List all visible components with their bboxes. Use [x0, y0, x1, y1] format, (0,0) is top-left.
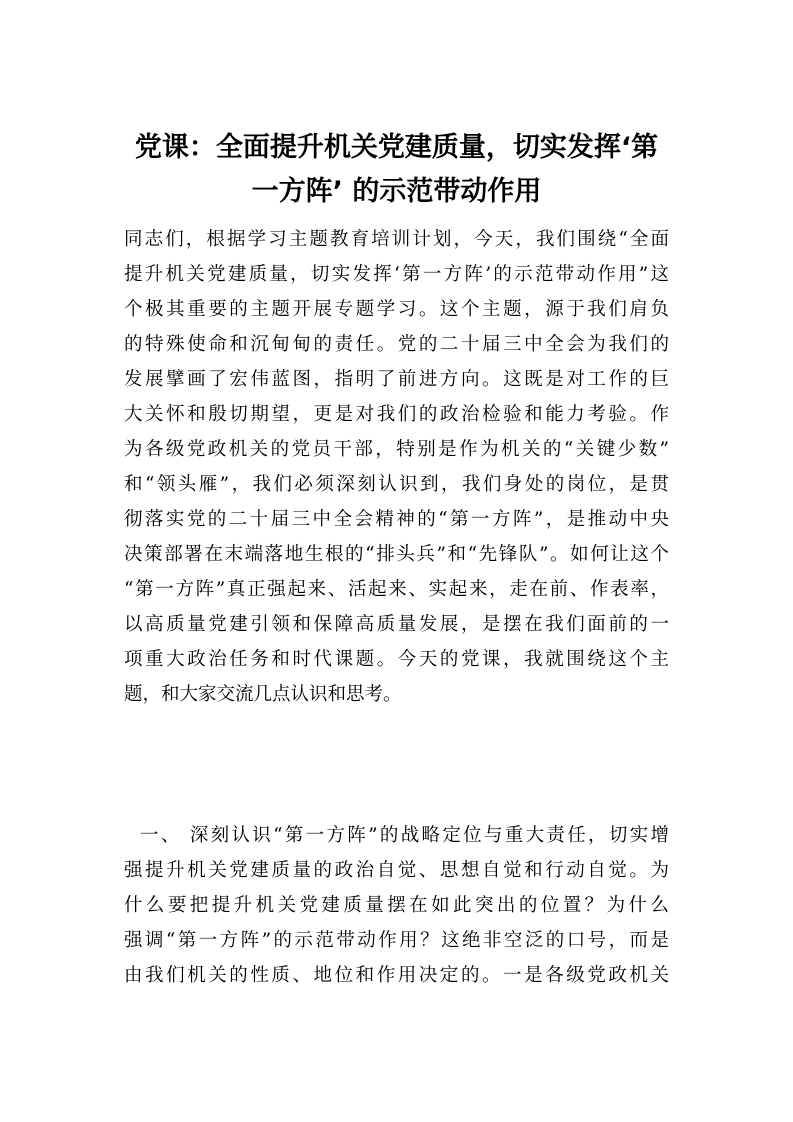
- section-heading-line: 一、 深刻认识“第一方阵”的战略定位与重大责任，切实增: [140, 825, 669, 846]
- document-title-line-2: 一方阵’ 的示范带动作用: [251, 176, 542, 207]
- body-paragraph-section-1: [124, 818, 669, 993]
- document-title-line-1: 党课：全面提升机关党建质量，切实发挥‘第: [134, 132, 659, 163]
- paragraph-line: 以高质量党建引领和保障高质量发展，是摆在我们面前的一: [124, 614, 669, 635]
- paragraph-line: “第一方阵”真正强起来、活起来、实起来，走在前、作表率，: [124, 579, 669, 600]
- paragraph-line: 强提升机关党建质量的政治自觉、思想自觉和行动自觉。为: [124, 860, 669, 881]
- paragraph-line: 个极其重要的主题开展专题学习。这个主题，源于我们肩负: [124, 299, 669, 320]
- paragraph-line: 提升机关党建质量，切实发挥‘第一方阵’的示范带动作用”这: [124, 264, 669, 285]
- body-paragraph-intro: [124, 222, 669, 712]
- paragraph-line: 决策部署在末端落地生根的“排头兵”和“先锋队”。如何让这个: [124, 544, 669, 565]
- paragraph-line: 项重大政治任务和时代课题。今天的党课，我就围绕这个主: [124, 649, 669, 670]
- paragraph-line: 彻落实党的二十届三中全会精神的“第一方阵”，是推动中央: [124, 509, 669, 530]
- paragraph-line: 强调“第一方阵”的示范带动作用？这绝非空泛的口号，而是: [124, 930, 669, 951]
- paragraph-line: 和“领头雁”，我们必须深刻认识到，我们身处的岗位，是贯: [124, 474, 669, 495]
- paragraph-line: 为各级党政机关的党员干部，特别是作为机关的“关键少数”: [124, 439, 669, 460]
- paragraph-line: 什么要把提升机关党建质量摆在如此突出的位置？为什么: [124, 895, 669, 916]
- paragraph-line: 发展擘画了宏伟蓝图，指明了前进方向。这既是对工作的巨: [124, 369, 669, 390]
- paragraph-line: 题，和大家交流几点认识和思考。: [124, 684, 402, 705]
- paragraph-line: 的特殊使命和沉甸甸的责任。党的二十届三中全会为我们的: [124, 334, 669, 355]
- paragraph-line: 同志们，根据学习主题教育培训计划，今天，我们围绕“全面: [124, 229, 669, 250]
- paragraph-line: 由我们机关的性质、地位和作用决定的。一是各级党政机关: [124, 965, 669, 986]
- paragraph-line: 大关怀和殷切期望，更是对我们的政治检验和能力考验。作: [124, 404, 669, 425]
